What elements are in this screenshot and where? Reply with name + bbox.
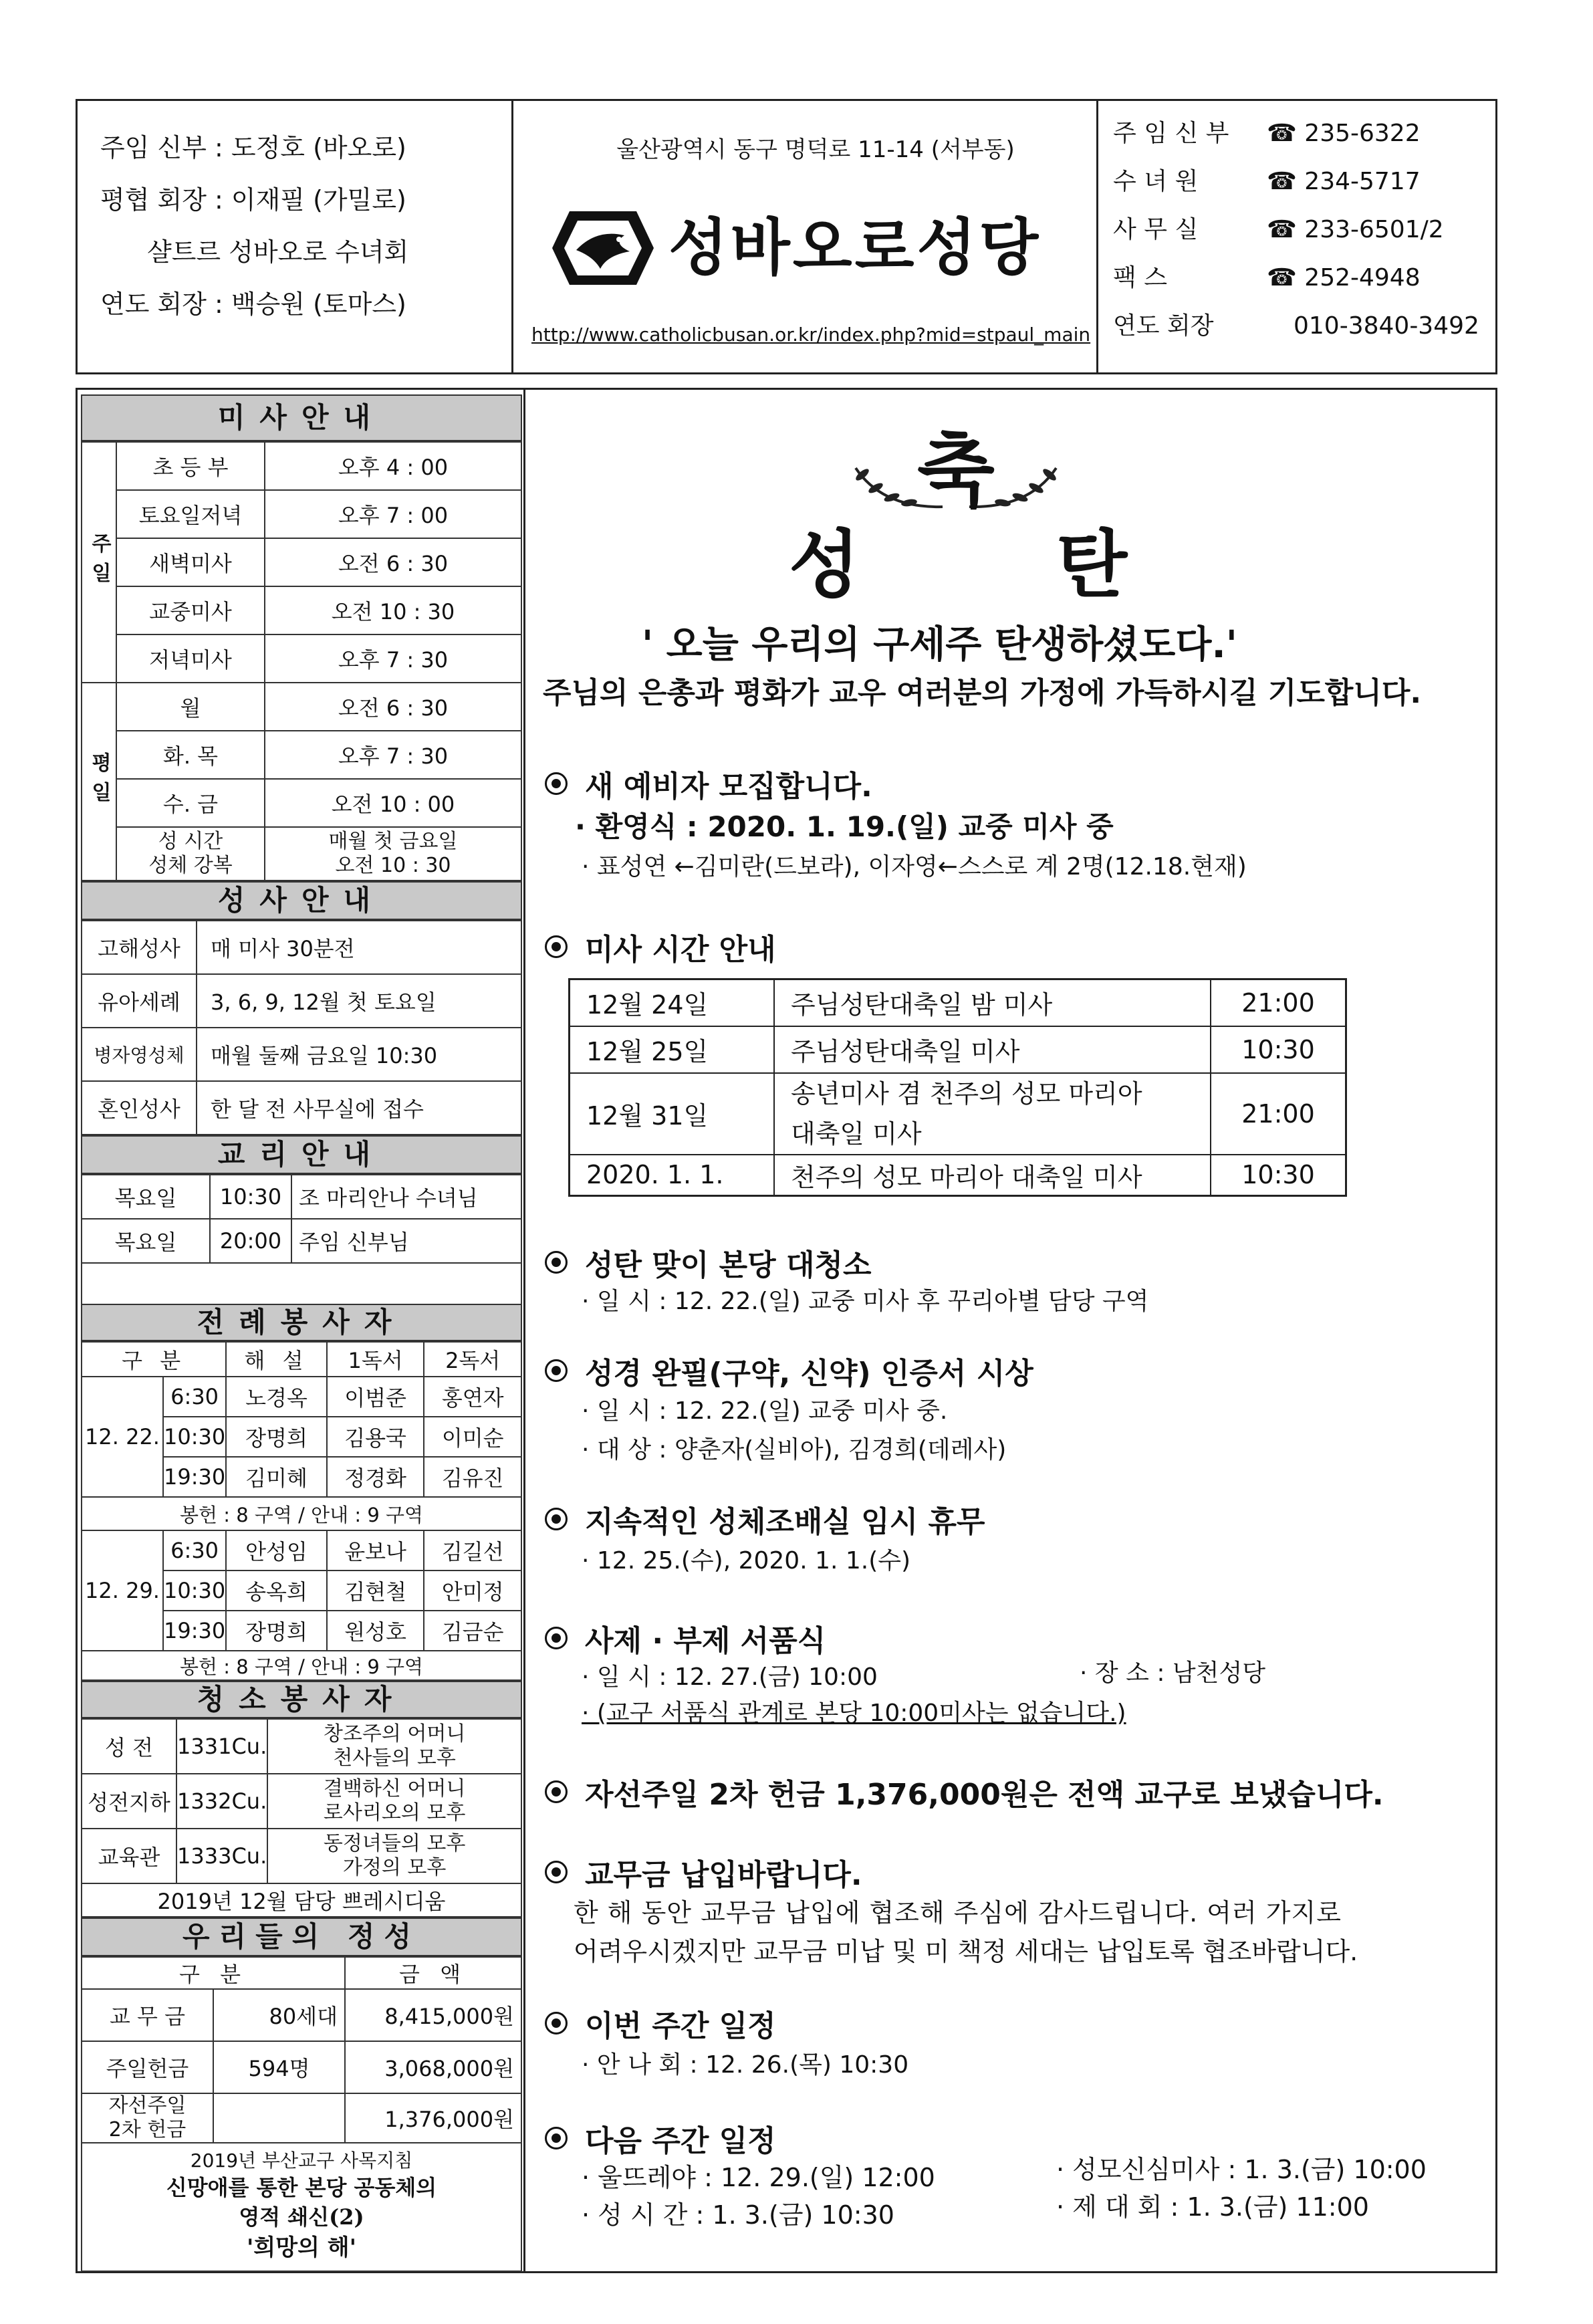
mass-time: 오후 7 : 30 [265, 731, 521, 779]
offering-amount: 3,068,000원 [345, 2041, 521, 2093]
section-bible-award: 성경 완필(구약, 신약) 인증서 시상 [545, 1349, 1033, 1392]
offering-col-header: 금 액 [345, 1957, 521, 1989]
header-staff-line: 연도 회장 : 백승원 (토마스) [100, 289, 406, 319]
sacrament-value: 한 달 전 사무실에 접수 [197, 1081, 521, 1135]
mass-name: 월 [116, 683, 265, 731]
liturgy-person: 원성호 [327, 1611, 424, 1651]
adoration-line: · 12. 25.(수), 2020. 1. 1.(수) [582, 1547, 911, 1575]
liturgy-date: 12. 22. [82, 1377, 163, 1497]
christmas-blessing: 주님의 은총과 평화가 교우 여러분의 가정에 가득하시길 기도합니다. [543, 676, 1422, 710]
doctrine-who: 조 마리안나 수녀님 [291, 1175, 521, 1219]
section-cleaning: 성탄 맞이 본당 대청소 [545, 1241, 872, 1284]
mass-date: 2020. 1. 1. [570, 1155, 775, 1196]
cleaning-group: 동정녀들의 모후 가정의 모후 [267, 1829, 521, 1883]
mass-name: 화. 목 [116, 731, 265, 779]
column-divider [523, 388, 525, 2273]
bible-award-line: · 대 상 : 양춘자(실비아), 김경희(데레사) [582, 1436, 1007, 1464]
liturgy-person: 김금순 [424, 1611, 521, 1651]
christmas-title-1: 성 [789, 522, 860, 608]
mass-date: 12월 31일 [570, 1073, 775, 1155]
mass-name: 초 등 부 [116, 442, 265, 490]
liturgy-person: 송옥희 [226, 1571, 327, 1611]
liturgy-time: 19:30 [163, 1457, 226, 1497]
header-divider-1 [511, 99, 513, 374]
ordination-line: · 장 소 : 남천성당 [1080, 1659, 1266, 1687]
liturgy-person: 안성임 [226, 1530, 327, 1571]
doctrine-time: 10:30 [210, 1175, 291, 1219]
church-url[interactable]: http://www.catholicbusan.or.kr/index.php?mid=stpaul_main [531, 324, 1091, 346]
bullet-icon [545, 2012, 568, 2035]
liturgy-person: 김길선 [424, 1530, 521, 1571]
dues-line: 어려우시겠지만 교무금 미납 및 미 책정 세대는 납입토록 협조바랍니다. [574, 1937, 1358, 1966]
bullet-icon [545, 1627, 568, 1649]
offering-name: 교 무 금 [82, 1989, 213, 2041]
cleaning-group: 결백하신 어머니 로사리오의 모후 [267, 1774, 521, 1829]
offering-name: 주일헌금 [82, 2041, 213, 2093]
mass-desc: 천주의 성모 마리아 대축일 미사 [774, 1155, 1211, 1196]
bullet-icon [545, 1251, 568, 1274]
mass-time: 오전 10 : 00 [265, 779, 521, 827]
doctrine-who: 주임 신부님 [291, 1219, 521, 1263]
church-address: 울산광역시 동구 명덕로 11-14 (서부동) [616, 136, 1015, 163]
cleaning-place: 교육관 [82, 1829, 176, 1883]
sacrament-name: 병자영성체 [82, 1028, 197, 1081]
offering-table [81, 1956, 522, 2143]
cleaning-title: 청소봉사자 [81, 1681, 522, 1718]
mass-table [81, 441, 522, 881]
church-name: 성바오로성당 [668, 212, 1041, 283]
liturgy-time: 6:30 [163, 1377, 226, 1417]
liturgy-person: 김용국 [327, 1417, 424, 1457]
offering-count: 80세대 [213, 1989, 345, 2041]
sidebar [81, 394, 522, 2272]
motto [81, 2143, 522, 2272]
next-week-line: · 성 시 간 : 1. 3.(금) 10:30 [582, 2200, 894, 2230]
sacrament-name: 유아세례 [82, 974, 197, 1028]
sunday-label: 주일 [82, 442, 116, 683]
mass-name: 교중미사 [116, 586, 265, 634]
liturgy-note: 봉헌 : 8 구역 / 안내 : 9 구역 [82, 1497, 521, 1530]
section-catechumen: 새 예비자 모집합니다. [545, 762, 872, 805]
liturgy-person: 홍연자 [424, 1377, 521, 1417]
cleaning-place: 성 전 [82, 1719, 176, 1774]
christmas-title-2: 탄 [1056, 522, 1128, 608]
mass-time: 오후 7 : 30 [265, 634, 521, 683]
motto-line: 신망애를 통한 본당 공동체의 [166, 2175, 437, 2200]
liturgy-col-header: 1독서 [327, 1342, 424, 1377]
mass-desc: 송년미사 겸 천주의 성모 마리아 대축일 미사 [774, 1073, 1211, 1155]
section-adoration: 지속적인 성체조배실 임시 휴무 [545, 1498, 985, 1540]
mass-date: 12월 25일 [570, 1026, 775, 1073]
sacrament-value: 매 미사 30분전 [197, 921, 521, 974]
section-charity-offering: 자선주일 2차 헌금 1,376,000원은 전액 교구로 보냈습니다. [545, 1770, 1384, 1813]
liturgy-person: 김현철 [327, 1571, 424, 1611]
next-week-line: · 울뜨레야 : 12. 29.(일) 12:00 [582, 2163, 935, 2192]
motto-line: '희망의 해' [246, 2234, 357, 2261]
doctrine-time: 20:00 [210, 1219, 291, 1263]
mass-times-table [568, 978, 1347, 1197]
mass-desc: 주님성탄대축일 미사 [774, 1026, 1211, 1073]
bullet-icon [545, 1508, 568, 1530]
header-staff [100, 122, 408, 330]
mass-time: 오후 7 : 00 [265, 490, 521, 538]
mass-date: 12월 24일 [570, 979, 775, 1026]
offering-count [213, 2093, 345, 2143]
mass-name: 저녁미사 [116, 634, 265, 683]
liturgy-note: 봉헌 : 8 구역 / 안내 : 9 구역 [82, 1651, 521, 1680]
cleaning-line: · 일 시 : 12. 22.(일) 교중 미사 후 꾸리아별 담당 구역 [582, 1288, 1149, 1315]
sacrament-value: 매월 둘째 금요일 10:30 [197, 1028, 521, 1081]
ordination-line: · 일 시 : 12. 27.(금) 10:00 [582, 1663, 878, 1691]
doctrine-day: 목요일 [82, 1175, 210, 1219]
header-contacts [1113, 110, 1479, 350]
mass-time: 오전 10 : 30 [265, 586, 521, 634]
bullet-icon [545, 1359, 568, 1382]
liturgy-person: 이범준 [327, 1377, 424, 1417]
sacrament-name: 혼인성사 [82, 1081, 197, 1135]
mass-time: 10:30 [1211, 1155, 1346, 1196]
liturgy-person: 윤보나 [327, 1530, 424, 1571]
liturgy-time: 6:30 [163, 1530, 226, 1571]
weekday-label: 평일 [82, 683, 116, 881]
liturgy-person: 김유진 [424, 1457, 521, 1497]
section-mass-times: 미사 시간 안내 [545, 925, 776, 968]
offering-col-header: 구 분 [82, 1957, 345, 1989]
section-next-week: 다음 주간 일정 [545, 2117, 776, 2160]
cleaning-table [81, 1718, 522, 1918]
liturgy-table [81, 1341, 522, 1681]
cleaning-code: 1332Cu. [176, 1774, 267, 1829]
mass-time: 오후 4 : 00 [265, 442, 521, 490]
cleaning-place: 성전지하 [82, 1774, 176, 1829]
contact-row: 수 녀 원 ☎ 234-5717 [1113, 168, 1421, 195]
doctrine-spacer [81, 1264, 522, 1304]
catechumen-line: · 표성연 ←김미란(드보라), 이자영←스스로 계 2명(12.18.현재) [582, 853, 1247, 881]
sacrament-name: 고해성사 [82, 921, 197, 974]
liturgy-time: 10:30 [163, 1571, 226, 1611]
catechumen-line: · 환영식 : 2020. 1. 19.(일) 교중 미사 중 [575, 810, 1114, 843]
church-logo [549, 209, 656, 287]
celebrate-char: 축 [917, 424, 995, 518]
doctrine-day: 목요일 [82, 1219, 210, 1263]
offering-amount: 8,415,000원 [345, 1989, 521, 2041]
liturgy-person: 안미정 [424, 1571, 521, 1611]
this-week-line: · 안 나 회 : 12. 26.(목) 10:30 [582, 2051, 909, 2079]
dove-emblem-icon [549, 209, 656, 287]
liturgy-col-header: 구 분 [82, 1342, 226, 1377]
liturgy-person: 이미순 [424, 1417, 521, 1457]
liturgy-col-header: 해 설 [226, 1342, 327, 1377]
contact-row: 주 임 신 부 ☎ 235-6322 [1113, 120, 1421, 147]
liturgy-time: 19:30 [163, 1611, 226, 1651]
ordination-line: · (교구 서품식 관계로 본당 10:00미사는 없습니다.) [582, 1700, 1126, 1727]
liturgy-date: 12. 29. [82, 1530, 163, 1651]
header-divider-2 [1096, 99, 1098, 374]
contact-row: 팩 스 ☎ 252-4948 [1113, 264, 1421, 292]
mass-desc: 주님성탄대축일 밤 미사 [774, 979, 1211, 1026]
motto-line: 2019년 부산교구 사목지침 [190, 2149, 413, 2172]
section-dues: 교무금 납입바랍니다. [545, 1851, 862, 1893]
mass-name: 수. 금 [116, 779, 265, 827]
bible-award-line: · 일 시 : 12. 22.(일) 교중 미사 중. [582, 1397, 948, 1425]
mass-time: 21:00 [1211, 1073, 1346, 1155]
dues-line: 한 해 동안 교무금 납입에 협조해 주심에 감사드립니다. 여러 가지로 [574, 1898, 1342, 1928]
next-week-line: · 제 대 회 : 1. 3.(금) 11:00 [1056, 2192, 1369, 2222]
mass-time: 오전 6 : 30 [265, 538, 521, 586]
liturgy-title: 전례봉사자 [81, 1304, 522, 1341]
holy-hour-time: 매월 첫 금요일 오전 10 : 30 [265, 827, 521, 881]
section-ordination: 사제 · 부제 서품식 [545, 1617, 826, 1659]
liturgy-person: 장명희 [226, 1417, 327, 1457]
next-week-line: · 성모신심미사 : 1. 3.(금) 10:00 [1056, 2155, 1427, 2184]
mass-name: 토요일저녁 [116, 490, 265, 538]
liturgy-person: 정경화 [327, 1457, 424, 1497]
liturgy-col-header: 2독서 [424, 1342, 521, 1377]
liturgy-time: 10:30 [163, 1417, 226, 1457]
bullet-icon [545, 1780, 568, 1803]
bullet-icon [545, 2127, 568, 2149]
header-staff-line: 평협 회장 : 이재필 (가밀로) [100, 185, 406, 215]
offering-count: 594명 [213, 2041, 345, 2093]
doctrine-table [81, 1174, 522, 1264]
mass-time: 오전 6 : 30 [265, 683, 521, 731]
header-staff-line: 샬트르 성바오로 수녀회 [147, 237, 409, 267]
cleaning-code: 1331Cu. [176, 1719, 267, 1774]
cleaning-note: 2019년 12월 담당 쁘레시디움 [82, 1883, 521, 1917]
bullet-icon [545, 772, 568, 795]
offering-title: 우리들의 정성 [81, 1918, 522, 1956]
cleaning-code: 1333Cu. [176, 1829, 267, 1883]
christmas-quote: ' 오늘 우리의 구세주 탄생하셨도다.' [642, 623, 1237, 667]
offering-amount: 1,376,000원 [345, 2093, 521, 2143]
mass-time: 21:00 [1211, 979, 1346, 1026]
liturgy-person: 노경옥 [226, 1377, 327, 1417]
motto-line: 영적 쇄신(2) [239, 2204, 364, 2230]
header-staff-line: 주임 신부 : 도정호 (바오로) [100, 133, 406, 162]
mass-time: 10:30 [1211, 1026, 1346, 1073]
bullet-icon [545, 935, 568, 958]
liturgy-person: 김미혜 [226, 1457, 327, 1497]
section-this-week: 이번 주간 일정 [545, 2002, 776, 2045]
holy-hour-name: 성 시간 성체 강복 [116, 827, 265, 881]
mass-title: 미사안내 [81, 394, 522, 441]
sacrament-table [81, 920, 522, 1135]
contact-row: 사 무 실 ☎ 233-6501/2 [1113, 216, 1444, 243]
bullet-icon [545, 1861, 568, 1883]
cleaning-group: 창조주의 어머니 천사들의 모후 [267, 1719, 521, 1774]
liturgy-person: 장명희 [226, 1611, 327, 1651]
doctrine-title: 교리안내 [81, 1135, 522, 1174]
contact-row: 연도 회장 010-3840-3492 [1113, 312, 1479, 340]
offering-name: 자선주일 2차 헌금 [82, 2093, 213, 2143]
sacrament-value: 3, 6, 9, 12월 첫 토요일 [197, 974, 521, 1028]
mass-name: 새벽미사 [116, 538, 265, 586]
sacrament-title: 성사안내 [81, 881, 522, 920]
